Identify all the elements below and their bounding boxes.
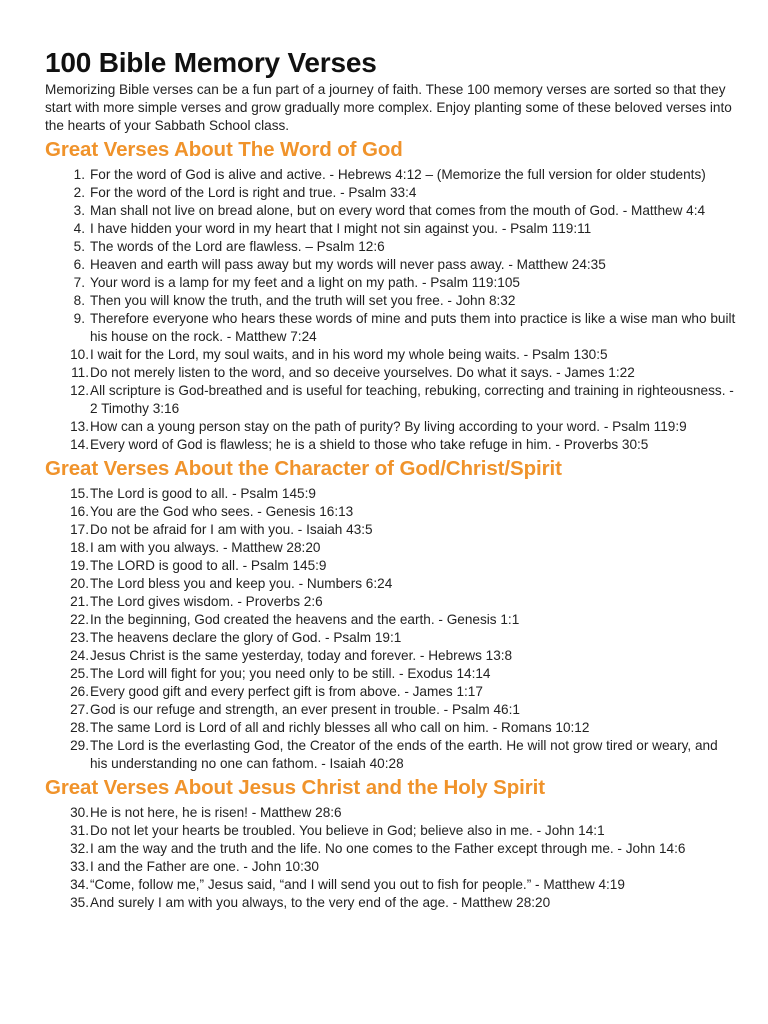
list-item [45,822,738,840]
verse-number: 12. [70,383,89,398]
list-item [45,629,738,647]
verse-text: The Lord bless you and keep you. - Numbers 6:24 [90,576,393,591]
verse-number: 17. [70,522,89,537]
verse-number: 25. [70,666,89,681]
verse-text: I am the way and the truth and the life. No one comes to the Father except through me. - John 14:6 [90,841,686,856]
list-item [45,238,738,256]
list-item [45,436,738,454]
verse-number: 23. [70,630,89,645]
verse-number: 31. [70,823,89,838]
list-item [45,539,738,557]
list-item [45,611,738,629]
list-item [45,485,738,503]
list-item [45,575,738,593]
list-item [45,220,738,238]
list-item [45,184,738,202]
verse-text: “Come, follow me,” Jesus said, “and I will send you out to fish for people.” - Matthew 4:19 [90,877,625,892]
list-item [45,166,738,184]
verse-text: I wait for the Lord, my soul waits, and in his word my whole being waits. - Psalm 130:5 [90,347,608,362]
verse-text: The LORD is good to all. - Psalm 145:9 [90,558,327,573]
verse-text: Do not let your hearts be troubled. You believe in God; believe also in me. - John 14:1 [90,823,605,838]
verse-number: 7. [73,275,85,290]
verse-text: You are the God who sees. - Genesis 16:13 [90,504,354,519]
verse-text: Every good gift and every perfect gift is from above. - James 1:17 [90,684,483,699]
list-item [45,840,738,858]
list-item [45,382,738,418]
verse-text: How can a young person stay on the path of purity? By living according to your word. - Psalm 119:9 [90,419,687,434]
verse-text: Therefore everyone who hears these words of mine and puts them into practice is like a wise man who built his house on the rock. - Matthew 7:24 [90,311,736,344]
verse-text: I am with you always. - Matthew 28:20 [90,540,321,555]
verse-number: 13. [70,419,89,434]
verse-number: 24. [70,648,89,663]
verse-number: 35. [70,895,89,910]
list-item [45,503,738,521]
list-item [45,737,738,773]
verse-text: The heavens declare the glory of God. - Psalm 19:1 [90,630,402,645]
verse-text: God is our refuge and strength, an ever present in trouble. - Psalm 46:1 [90,702,520,717]
verse-number: 14. [70,437,89,452]
verse-number: 10. [70,347,89,362]
list-item [45,876,738,894]
list-item [45,292,738,310]
verse-number: 1. [73,167,85,182]
list-item [45,418,738,436]
list-item [45,665,738,683]
verse-text: The same Lord is Lord of all and richly blesses all who call on him. - Romans 10:12 [90,720,590,735]
verse-text: For the word of God is alive and active. - Hebrews 4:12 – (Memorize the full version for older students) [90,167,706,182]
verse-list [45,485,738,773]
verse-text: Your word is a lamp for my feet and a light on my path. - Psalm 119:105 [90,275,520,290]
verse-list [45,804,738,912]
list-item [45,858,738,876]
verse-text: Then you will know the truth, and the truth will set you free. - John 8:32 [90,293,516,308]
list-item [45,202,738,220]
verse-text: For the word of the Lord is right and true. - Psalm 33:4 [90,185,417,200]
verse-text: Do not merely listen to the word, and so deceive yourselves. Do what it says. - James 1:22 [90,365,635,380]
verse-number: 11. [71,365,89,380]
verse-text: The Lord gives wisdom. - Proverbs 2:6 [90,594,323,609]
verse-text: Man shall not live on bread alone, but on every word that comes from the mouth of God. - Matthew 4:4 [90,203,706,218]
section-heading: Great Verses About the Character of God/Christ/Spirit [45,457,562,480]
list-item [45,346,738,364]
verse-number: 4. [73,221,85,236]
section-heading: Great Verses About The Word of God [45,138,403,161]
verse-number: 34. [70,877,89,892]
verse-number: 20. [70,576,89,591]
list-item [45,274,738,292]
list-item [45,256,738,274]
verse-text: The Lord is good to all. - Psalm 145:9 [90,486,316,501]
verse-number: 15. [70,486,89,501]
verse-text: I have hidden your word in my heart that I might not sin against you. - Psalm 119:11 [90,221,592,236]
verse-text: The words of the Lord are flawless. – Psalm 12:6 [90,239,385,254]
list-item [45,557,738,575]
verse-number: 28. [70,720,89,735]
section-heading: Great Verses About Jesus Christ and the Holy Spirit [45,776,545,799]
verse-text: The Lord will fight for you; you need only to be still. - Exodus 14:14 [90,666,491,681]
list-item [45,647,738,665]
list-item [45,719,738,737]
verse-number: 3. [73,203,85,218]
verse-number: 19. [70,558,89,573]
verse-text: Heaven and earth will pass away but my words will never pass away. - Matthew 24:35 [90,257,606,272]
verse-number: 5. [73,239,85,254]
verse-text: Do not be afraid for I am with you. - Isaiah 43:5 [90,522,373,537]
verse-text: And surely I am with you always, to the very end of the age. - Matthew 28:20 [90,895,551,910]
verse-text: The Lord is the everlasting God, the Creator of the ends of the earth. He will not grow tired or weary, and his understanding no one can fathom. - Isaiah 40:28 [90,738,718,771]
verse-number: 26. [70,684,89,699]
verse-number: 2. [73,185,85,200]
list-item [45,804,738,822]
verse-number: 30. [70,805,89,820]
verse-text: In the beginning, God created the heavens and the earth. - Genesis 1:1 [90,612,520,627]
verse-number: 32. [70,841,89,856]
verse-text: He is not here, he is risen! - Matthew 28:6 [90,805,342,820]
list-item [45,701,738,719]
verse-number: 6. [73,257,85,272]
verse-number: 18. [70,540,89,555]
verse-number: 9. [73,311,85,326]
verse-number: 16. [70,504,89,519]
verse-text: Jesus Christ is the same yesterday, today and forever. - Hebrews 13:8 [90,648,513,663]
verse-number: 27. [70,702,89,717]
verse-number: 29. [70,738,89,753]
verse-number: 22. [70,612,89,627]
verse-number: 8. [73,293,85,308]
list-item [45,521,738,539]
verse-text: I and the Father are one. - John 10:30 [90,859,319,874]
list-item [45,894,738,912]
verse-text: All scripture is God-breathed and is useful for teaching, rebuking, correcting and training in righteousness. - 2 Timothy 3:16 [90,383,734,416]
verse-number: 21. [70,594,89,609]
verse-number: 33. [70,859,89,874]
list-item [45,310,738,346]
sections-container [45,137,738,912]
verse-list [45,166,738,454]
list-item [45,364,738,382]
list-item [45,683,738,701]
verse-text: Every word of God is flawless; he is a shield to those who take refuge in him. - Proverbs 30:5 [90,437,649,452]
intro-paragraph: Memorizing Bible verses can be a fun part of a journey of faith. These 100 memory verses are sorted so that they start with more simple verses and grow gradually more complex. Enjoy planting some of these beloved verses into the hearts of your Sabbath School class. [45,82,732,133]
list-item [45,593,738,611]
document-title: 100 Bible Memory Verses [45,47,377,78]
